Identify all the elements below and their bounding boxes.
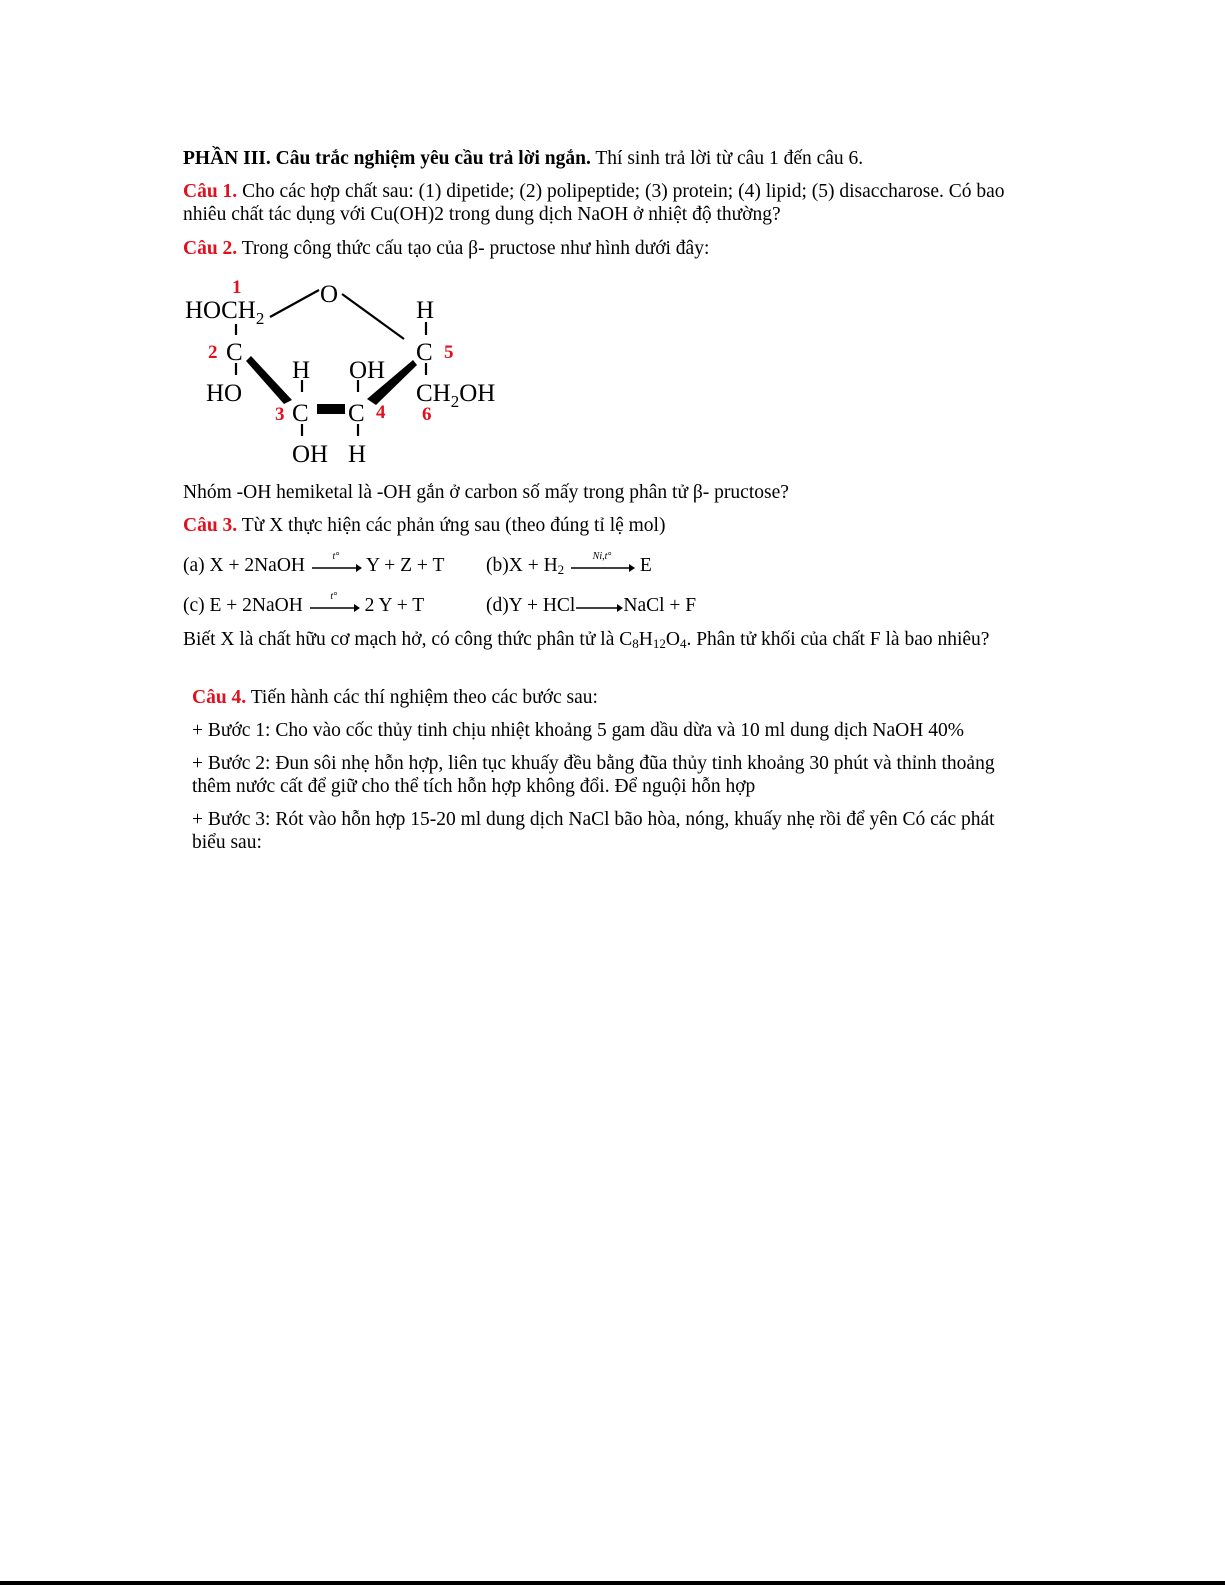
- reaction-d: [486, 594, 696, 618]
- carbon-number-6: 6: [422, 404, 432, 425]
- carbon-3: C: [292, 400, 309, 427]
- reaction-b-reactants: $(b)X + H_2$: [486, 555, 565, 577]
- reaction-b: [486, 550, 652, 578]
- carbon-number-5: 5: [444, 342, 454, 363]
- c3-hydrogen: H: [292, 357, 311, 384]
- carbon-number-1: 1: [232, 277, 242, 298]
- q4-step2-line2: thêm nước cất để giữ cho thể tích hỗn hợp không đổi. Để nguội hỗn hợp: [192, 776, 756, 797]
- hoch2-label: $HOCH_2$: [185, 297, 265, 328]
- ring-oxygen: O: [320, 281, 339, 308]
- q2-line: [183, 237, 709, 261]
- q3-line: [183, 514, 665, 538]
- carbon-2: C: [226, 339, 243, 366]
- reaction-d-products: NaCl + F: [623, 595, 697, 616]
- q4-step2-line1: + Bước 2: Đun sôi nhẹ hỗn hợp, liên tục khuấy đều bằng đũa thủy tinh khoảng 30 phút và thỉnh thoảng: [192, 753, 995, 774]
- q4-label: Câu 4.: [192, 687, 247, 708]
- c4-hydroxyl: OH: [349, 357, 386, 384]
- q3-text: Từ X thực hiện các phản ứng sau (theo đúng tỉ lệ mol): [237, 515, 666, 536]
- reaction-b-products: E: [639, 555, 652, 576]
- reaction-a-arrow: [310, 550, 362, 577]
- q4-step1: + Bước 1: Cho vào cốc thủy tinh chịu nhiệt khoảng 5 gam dầu dừa và 10 ml dung dịch NaOH 40%: [192, 720, 964, 741]
- q1-text-line1: Cho các hợp chất sau: (1) dipetide; (2) polipeptide; (3) protein; (4) lipid; (5) disaccharose. Có bao: [237, 181, 1005, 202]
- q3-label: Câu 3.: [183, 515, 238, 536]
- ch2oh-label: $CH_2OH$: [416, 380, 496, 411]
- reaction-c-products: 2 Y + T: [364, 595, 425, 616]
- q4-step3-line2: biểu sau:: [192, 832, 262, 853]
- carbon-number-4: 4: [376, 402, 386, 423]
- reaction-a-reactants: (a) X + 2NaOH: [183, 555, 305, 576]
- section-heading-rest: Thí sinh trả lời từ câu 1 đến câu 6.: [590, 148, 864, 169]
- q4-text: Tiến hành các thí nghiệm theo các bước sau:: [246, 687, 598, 708]
- reaction-c-reactants: (c) E + 2NaOH: [183, 595, 303, 616]
- c2-hydroxyl: HO: [206, 380, 243, 407]
- q1-label: Câu 1.: [183, 181, 238, 202]
- reaction-b-condition: Ni,t°: [592, 550, 612, 562]
- reaction-a-products: Y + Z + T: [366, 555, 445, 576]
- c3-hydroxyl: OH: [292, 441, 329, 468]
- q2-label: Câu 2.: [183, 238, 238, 259]
- reaction-d-reactants: (d)Y + HCl: [486, 595, 576, 616]
- page-bottom-border: [0, 1581, 1225, 1585]
- c5-hydrogen: H: [416, 297, 435, 324]
- reaction-c-arrow: [308, 590, 360, 617]
- reaction-a-condition: t°: [332, 550, 340, 562]
- q2-question: Nhóm -OH hemiketal là -OH gắn ở carbon số mấy trong phân tử β- pructose?: [183, 482, 789, 503]
- section-heading-bold: PHẦN III. Câu trắc nghiệm yêu cầu trả lời ngắn.: [183, 148, 591, 169]
- reaction-a: [183, 550, 445, 578]
- reaction-d-arrow: [575, 597, 623, 617]
- carbon-4: C: [348, 400, 365, 427]
- c4-hydrogen: H: [348, 441, 367, 468]
- carbon-number-2: 2: [208, 342, 218, 363]
- reaction-c-condition: t°: [330, 590, 338, 602]
- beta-fructose-structure: [180, 272, 520, 472]
- q3-formula-line: Biết X là chất hữu cơ mạch hở, có công thức phân tử là $C_8H_{12}O_4$. Phân tử khối của chất F là bao nhiêu?: [183, 629, 990, 651]
- q2-text: Trong công thức cấu tạo của β- pructose như hình dưới đây:: [237, 238, 710, 259]
- reaction-c: [183, 590, 425, 618]
- q1-line1: [183, 180, 1005, 204]
- q4-line: [192, 686, 598, 710]
- reaction-b-arrow: [569, 550, 635, 577]
- carbon-5: C: [416, 339, 433, 366]
- q4-step3-line1: + Bước 3: Rót vào hỗn hợp 15-20 ml dung dịch NaCl bão hòa, nóng, khuấy nhẹ rồi để yên Có các phát: [192, 809, 995, 830]
- carbon-number-3: 3: [275, 404, 285, 425]
- section-heading: [183, 147, 863, 171]
- q1-line2: nhiêu chất tác dụng với Cu(OH)2 trong dung dịch NaOH ở nhiệt độ thường?: [183, 204, 781, 225]
